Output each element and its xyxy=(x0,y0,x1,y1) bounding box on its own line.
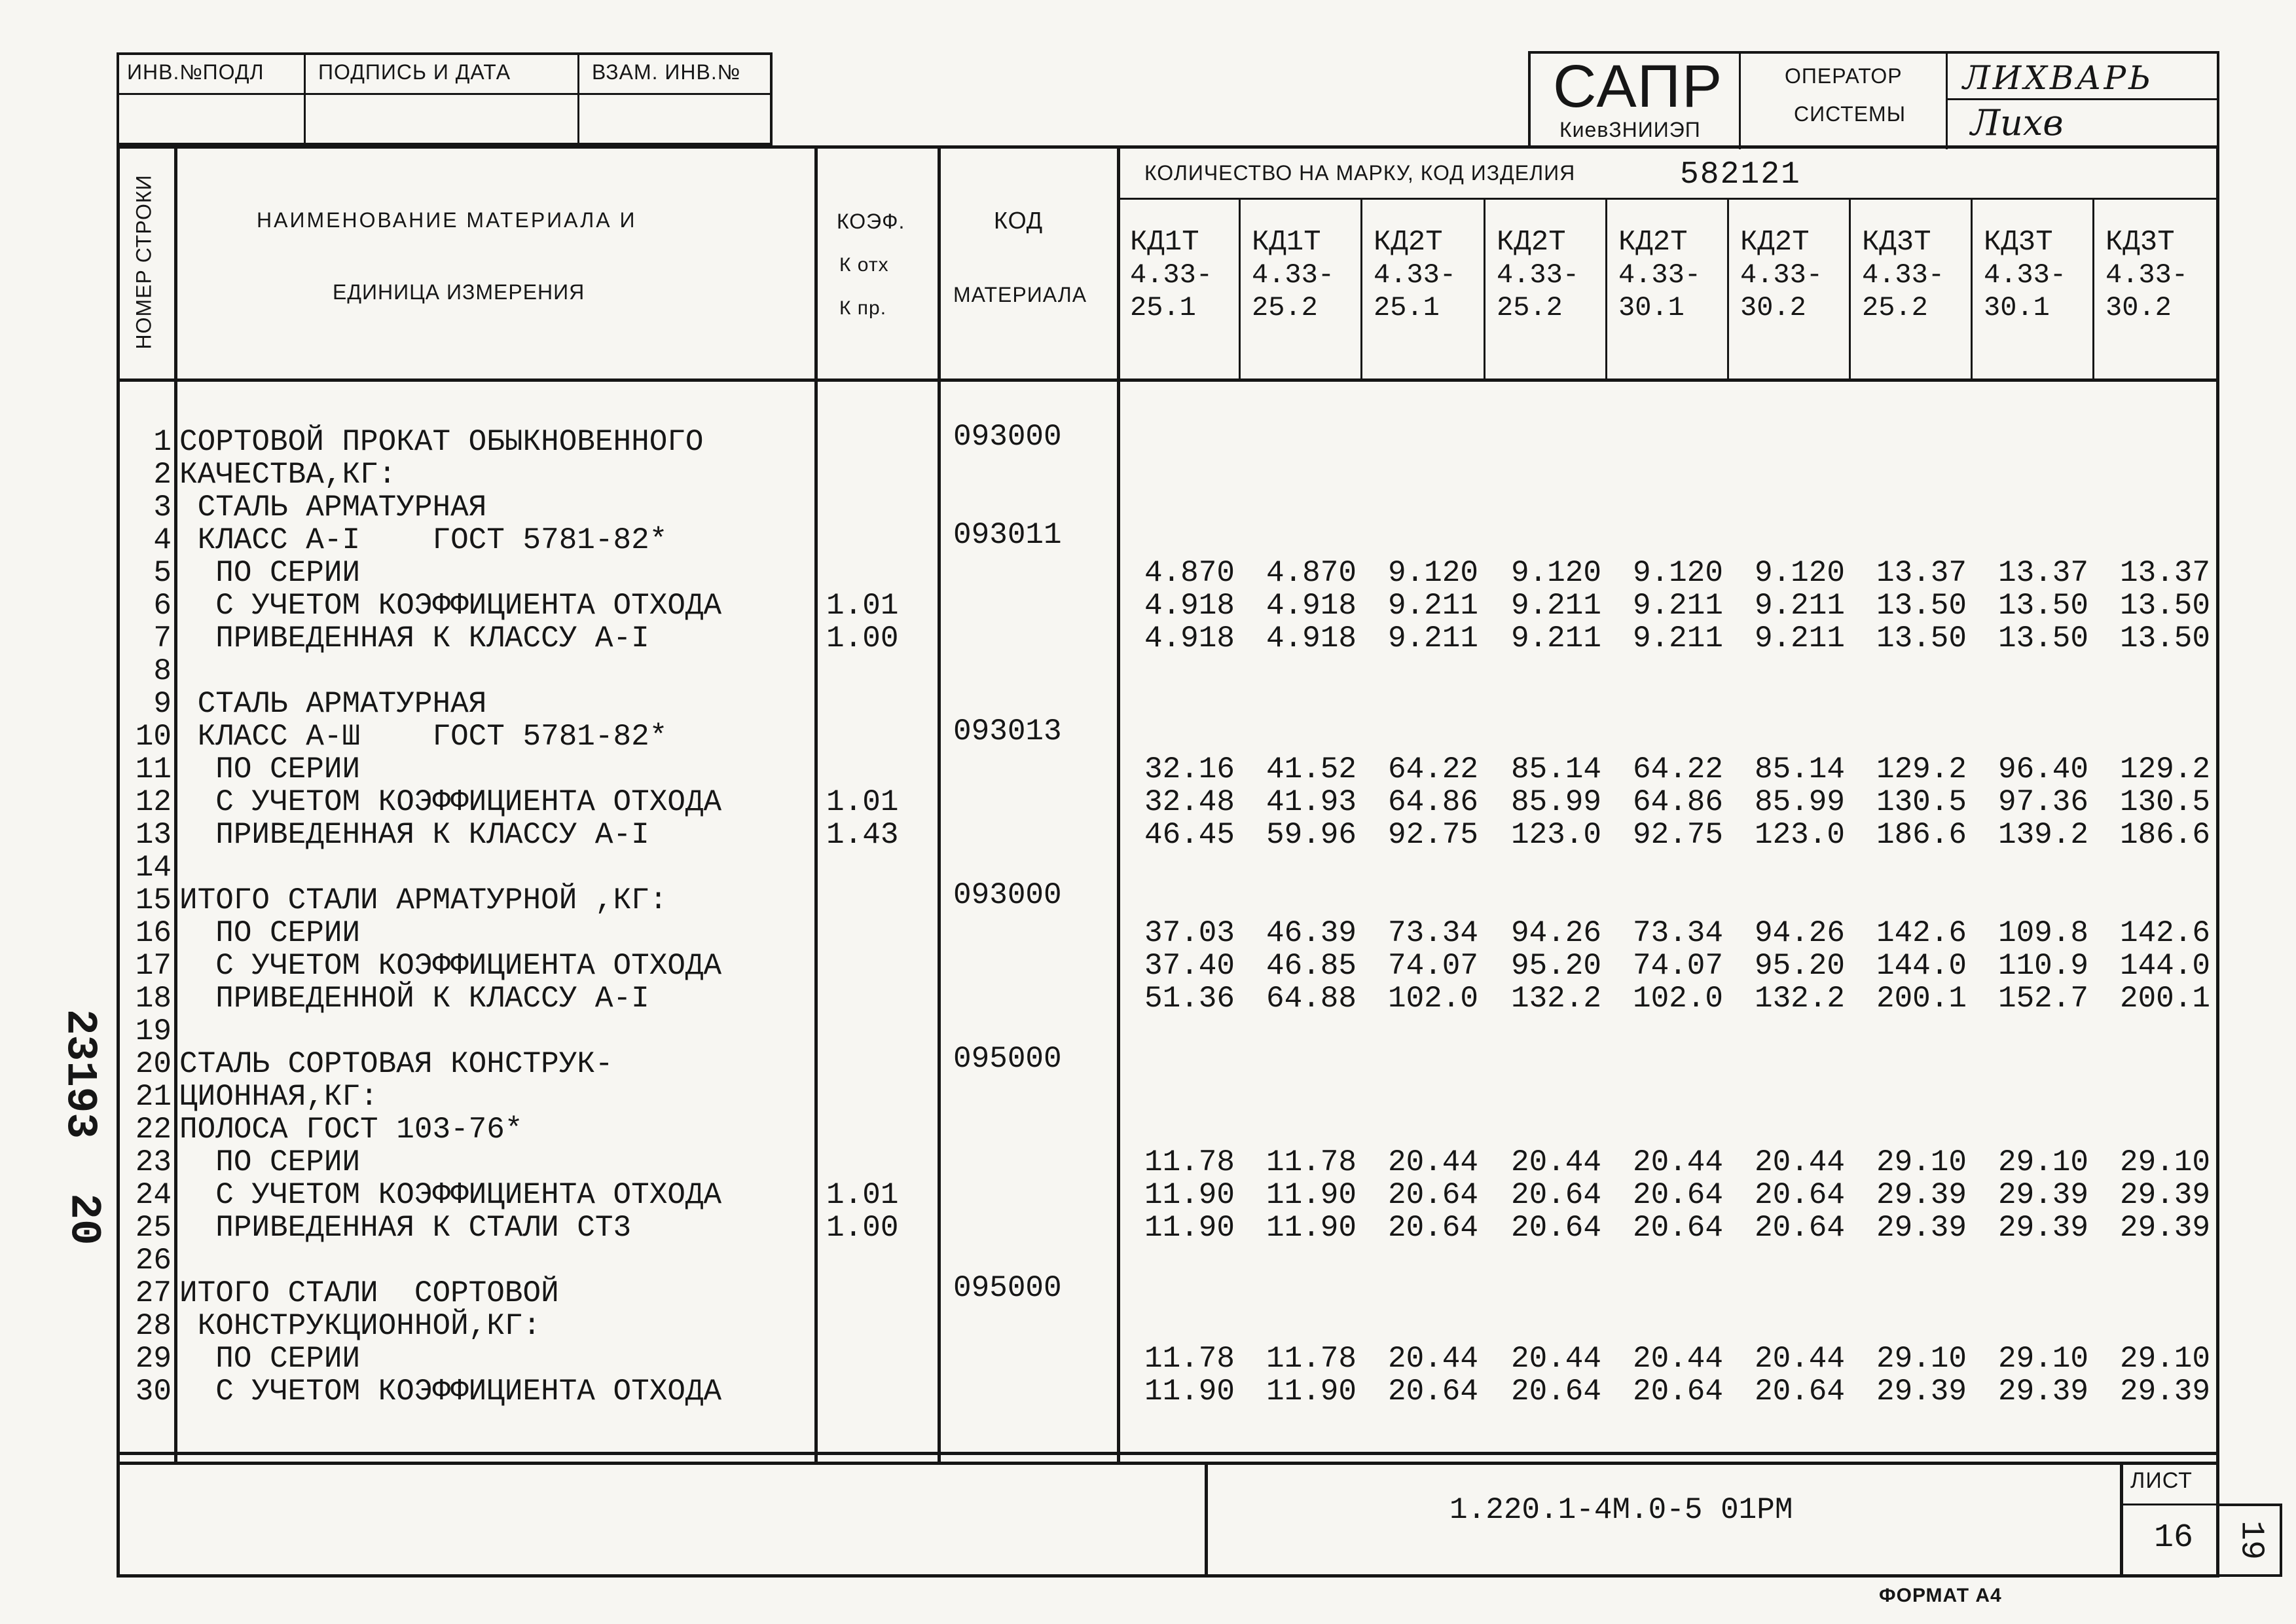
quantity-value: 20.64 xyxy=(1387,1178,1478,1212)
material-name: ПРИВЕДЕННАЯ К КЛАССУ А-I xyxy=(179,621,649,655)
quantity-value: 11.78 xyxy=(1266,1145,1357,1179)
material-name: СТАЛЬ АРМАТУРНАЯ xyxy=(179,687,487,721)
product-column-header: КД3Т xyxy=(1984,226,2053,259)
title-block xyxy=(1528,51,2219,147)
product-code: 582121 xyxy=(1680,157,1801,193)
quantity-value: 73.34 xyxy=(1632,916,1723,950)
product-column-header: 4.33- xyxy=(1497,259,1580,291)
coefficient: 1.01 xyxy=(826,1178,899,1212)
quantity-value: 64.86 xyxy=(1387,785,1478,819)
quantity-value: 32.16 xyxy=(1144,752,1235,786)
row-number: 3 xyxy=(153,490,172,525)
row-number: 26 xyxy=(135,1244,172,1278)
quantity-value: 20.64 xyxy=(1632,1375,1723,1409)
quantity-value: 94.26 xyxy=(1754,916,1845,950)
quantity-value: 4.918 xyxy=(1266,621,1357,655)
quantity-value: 9.120 xyxy=(1632,556,1723,590)
sapr-logo: САПР xyxy=(1553,53,1724,120)
product-column-header: КД1Т xyxy=(1252,226,1321,259)
quantity-header: КОЛИЧЕСТВО НА МАРКУ, КОД ИЗДЕЛИЯ xyxy=(1144,161,1576,185)
quantity-value: 4.870 xyxy=(1266,556,1357,590)
quantity-value: 46.45 xyxy=(1144,818,1235,852)
material-name: КАЧЕСТВА,КГ: xyxy=(179,458,397,492)
quantity-value: 132.2 xyxy=(1510,982,1601,1016)
coefficient: 1.00 xyxy=(826,621,899,655)
material-code: 093000 xyxy=(953,420,1062,454)
row-number: 24 xyxy=(135,1178,172,1212)
operator-label-2: СИСТЕМЫ xyxy=(1794,102,1906,126)
quantity-value: 29.10 xyxy=(2119,1145,2210,1179)
row-number: 2 xyxy=(153,458,172,492)
column-separator xyxy=(1605,198,1607,380)
row-number: 28 xyxy=(135,1309,172,1343)
row-number: 11 xyxy=(135,752,172,786)
material-name: ПРИВЕДЕННОЙ К КЛАССУ А-I xyxy=(179,982,649,1016)
quantity-value: 20.64 xyxy=(1510,1178,1601,1212)
quantity-value: 20.44 xyxy=(1632,1145,1723,1179)
row-number: 29 xyxy=(135,1342,172,1376)
quantity-value: 4.918 xyxy=(1144,589,1235,623)
row-number: 1 xyxy=(153,425,172,459)
quantity-value: 144.0 xyxy=(1876,949,1967,983)
row-number: 17 xyxy=(135,949,172,983)
quantity-value: 102.0 xyxy=(1632,982,1723,1016)
row-number-header: НОМЕР СТРОКИ xyxy=(132,174,156,350)
quantity-value: 51.36 xyxy=(1144,982,1235,1016)
row-number: 22 xyxy=(135,1113,172,1147)
quantity-value: 20.44 xyxy=(1754,1145,1845,1179)
column-separator xyxy=(2092,198,2094,380)
quantity-value: 144.0 xyxy=(2119,949,2210,983)
approval-stamp xyxy=(117,52,773,145)
quantity-value: 9.211 xyxy=(1754,589,1845,623)
quantity-value: 85.99 xyxy=(1510,785,1601,819)
product-column-header: КД2Т xyxy=(1618,226,1688,259)
quantity-value: 29.39 xyxy=(1997,1211,2088,1245)
row-number: 30 xyxy=(135,1375,172,1409)
quantity-value: 9.211 xyxy=(1632,589,1723,623)
quantity-value: 129.2 xyxy=(2119,752,2210,786)
product-column-header: 4.33- xyxy=(1618,259,1702,291)
quantity-value: 85.99 xyxy=(1754,785,1845,819)
product-column-header: КД2Т xyxy=(1740,226,1810,259)
quantity-value: 74.07 xyxy=(1387,949,1478,983)
quantity-value: 11.78 xyxy=(1144,1342,1235,1376)
page-corner-number: 19 xyxy=(2232,1520,2270,1560)
quantity-value: 64.88 xyxy=(1266,982,1357,1016)
quantity-value: 29.10 xyxy=(1876,1145,1967,1179)
material-name: ИТОГО СТАЛИ СОРТОВОЙ xyxy=(179,1276,559,1310)
column-separator xyxy=(1484,198,1485,380)
quantity-value: 96.40 xyxy=(1997,752,2088,786)
column-separator xyxy=(1360,198,1362,380)
quantity-value: 9.211 xyxy=(1387,621,1478,655)
material-code: 095000 xyxy=(953,1271,1062,1305)
quantity-value: 9.120 xyxy=(1387,556,1478,590)
row-number: 5 xyxy=(153,556,172,590)
material-name: ПРИВЕДЕННАЯ К КЛАССУ А-I xyxy=(179,818,649,852)
quantity-value: 11.78 xyxy=(1266,1342,1357,1376)
material-name: ПО СЕРИИ xyxy=(179,752,361,786)
quantity-value: 95.20 xyxy=(1510,949,1601,983)
quantity-value: 64.22 xyxy=(1632,752,1723,786)
material-name: ПО СЕРИИ xyxy=(179,1342,361,1376)
quantity-value: 97.36 xyxy=(1997,785,2088,819)
quantity-value: 29.39 xyxy=(1876,1211,1967,1245)
quantity-value: 20.44 xyxy=(1387,1145,1478,1179)
quantity-value: 9.211 xyxy=(1510,621,1601,655)
material-name: ПО СЕРИИ xyxy=(179,916,361,950)
quantity-value: 142.6 xyxy=(1876,916,1967,950)
quantity-value: 73.34 xyxy=(1387,916,1478,950)
coefficient: 1.00 xyxy=(826,1211,899,1245)
row-number: 4 xyxy=(153,523,172,557)
quantity-value: 11.90 xyxy=(1144,1211,1235,1245)
product-column-header: 30.1 xyxy=(1984,292,2050,323)
product-column-header: 30.2 xyxy=(1740,292,1806,323)
quantity-value: 110.9 xyxy=(1997,949,2088,983)
product-column-header: 4.33- xyxy=(1984,259,2067,291)
quantity-value: 20.64 xyxy=(1754,1211,1845,1245)
quantity-value: 9.211 xyxy=(1632,621,1723,655)
material-name: С УЧЕТОМ КОЭФФИЦИЕНТА ОТХОДА xyxy=(179,949,722,983)
quantity-value: 11.78 xyxy=(1144,1145,1235,1179)
material-name: С УЧЕТОМ КОЭФФИЦИЕНТА ОТХОДА xyxy=(179,785,722,819)
format-label: ФОРМАТ А4 xyxy=(1879,1585,2002,1606)
material-name: ПОЛОСА ГОСТ 103-76* xyxy=(179,1113,523,1147)
quantity-value: 186.6 xyxy=(2119,818,2210,852)
quantity-value: 29.39 xyxy=(1876,1375,1967,1409)
product-column-header: 25.2 xyxy=(1252,292,1318,323)
coef-pr-header: К пр. xyxy=(839,297,887,319)
product-column-header: КД2Т xyxy=(1497,226,1566,259)
quantity-value: 13.37 xyxy=(2119,556,2210,590)
material-name: КЛАСС А-I ГОСТ 5781-82* xyxy=(179,523,668,557)
material-name: СТАЛЬ АРМАТУРНАЯ xyxy=(179,490,487,525)
material-name: С УЧЕТОМ КОЭФФИЦИЕНТА ОТХОДА xyxy=(179,1375,722,1409)
product-column-header: 4.33- xyxy=(1252,259,1335,291)
quantity-value: 74.07 xyxy=(1632,949,1723,983)
quantity-value: 92.75 xyxy=(1387,818,1478,852)
material-name: СТАЛЬ СОРТОВАЯ КОНСТРУК- xyxy=(179,1047,613,1081)
quantity-value: 20.64 xyxy=(1387,1211,1478,1245)
quantity-value: 13.37 xyxy=(1876,556,1967,590)
material-name: СОРТОВОЙ ПРОКАТ ОБЫКНОВЕННОГО xyxy=(179,425,704,459)
code-header: КОД xyxy=(994,207,1044,234)
material-name: КОНСТРУКЦИОННОЙ,КГ: xyxy=(179,1309,541,1343)
product-column-header: КД1Т xyxy=(1130,226,1199,259)
sheet-number: 16 xyxy=(2154,1519,2194,1557)
material-name-header-2: ЕДИНИЦА ИЗМЕРЕНИЯ xyxy=(333,280,585,304)
quantity-value: 29.10 xyxy=(2119,1342,2210,1376)
quantity-value: 20.64 xyxy=(1387,1375,1478,1409)
inventory-number-mark: 23193 xyxy=(55,1008,105,1139)
quantity-value: 200.1 xyxy=(1876,982,1967,1016)
product-column-header: 4.33- xyxy=(1130,259,1213,291)
material-name: ЦИОННАЯ,КГ: xyxy=(179,1080,378,1114)
product-column-header: 4.33- xyxy=(2105,259,2189,291)
quantity-value: 64.86 xyxy=(1632,785,1723,819)
quantity-value: 20.64 xyxy=(1510,1375,1601,1409)
quantity-value: 13.50 xyxy=(1997,589,2088,623)
quantity-value: 11.90 xyxy=(1266,1375,1357,1409)
row-number: 8 xyxy=(153,654,172,688)
row-number: 19 xyxy=(135,1014,172,1048)
quantity-value: 20.44 xyxy=(1754,1342,1845,1376)
quantity-value: 9.120 xyxy=(1510,556,1601,590)
quantity-value: 29.39 xyxy=(2119,1375,2210,1409)
material-name-header-1: НАИМЕНОВАНИЕ МАТЕРИАЛА И xyxy=(257,208,637,232)
document-code: 1.220.1-4М.0-5 01РМ xyxy=(1449,1493,1793,1527)
row-number: 7 xyxy=(153,621,172,655)
inventory-sub-mark: 20 xyxy=(59,1193,109,1246)
material-code: 093000 xyxy=(953,878,1062,912)
quantity-value: 11.90 xyxy=(1144,1375,1235,1409)
quantity-value: 200.1 xyxy=(2119,982,2210,1016)
row-number: 12 xyxy=(135,785,172,819)
material-name: ПО СЕРИИ xyxy=(179,556,361,590)
quantity-value: 4.918 xyxy=(1266,589,1357,623)
quantity-value: 152.7 xyxy=(1997,982,2088,1016)
quantity-value: 29.39 xyxy=(1876,1178,1967,1212)
product-column-header: 25.1 xyxy=(1374,292,1440,323)
product-column-header: 25.1 xyxy=(1130,292,1196,323)
quantity-value: 46.39 xyxy=(1266,916,1357,950)
quantity-value: 123.0 xyxy=(1754,818,1845,852)
quantity-value: 11.90 xyxy=(1266,1211,1357,1245)
column-separator xyxy=(1971,198,1973,380)
quantity-value: 20.44 xyxy=(1632,1342,1723,1376)
quantity-value: 85.14 xyxy=(1510,752,1601,786)
quantity-value: 13.50 xyxy=(2119,621,2210,655)
row-number: 20 xyxy=(135,1047,172,1081)
product-column-header: КД2Т xyxy=(1374,226,1443,259)
coef-header: КОЭФ. xyxy=(837,210,905,233)
column-separator xyxy=(1239,198,1241,380)
quantity-value: 11.90 xyxy=(1144,1178,1235,1212)
quantity-value: 20.44 xyxy=(1387,1342,1478,1376)
quantity-value: 20.64 xyxy=(1632,1211,1723,1245)
institute-name: КиевЗНИИЭП xyxy=(1559,118,1701,141)
quantity-value: 29.10 xyxy=(1876,1342,1967,1376)
stamp-vzam-inv: ВЗАМ. ИНВ.№ xyxy=(592,60,741,84)
quantity-value: 92.75 xyxy=(1632,818,1723,852)
row-number: 10 xyxy=(135,720,172,754)
quantity-value: 13.50 xyxy=(2119,589,2210,623)
material-code: 093013 xyxy=(953,714,1062,748)
coefficient: 1.01 xyxy=(826,785,899,819)
quantity-value: 20.44 xyxy=(1510,1145,1601,1179)
row-number: 25 xyxy=(135,1211,172,1245)
coefficient: 1.01 xyxy=(826,589,899,623)
row-number: 9 xyxy=(153,687,172,721)
row-number: 23 xyxy=(135,1145,172,1179)
product-column-header: 30.2 xyxy=(2105,292,2172,323)
quantity-value: 4.918 xyxy=(1144,621,1235,655)
quantity-value: 41.93 xyxy=(1266,785,1357,819)
row-number: 15 xyxy=(135,883,172,917)
quantity-value: 20.64 xyxy=(1754,1178,1845,1212)
material-name: КЛАСС А-Ш ГОСТ 5781-82* xyxy=(179,720,668,754)
row-number: 21 xyxy=(135,1080,172,1114)
code-header-2: МАТЕРИАЛА xyxy=(953,283,1087,306)
quantity-value: 20.64 xyxy=(1754,1375,1845,1409)
quantity-value: 142.6 xyxy=(2119,916,2210,950)
row-number: 16 xyxy=(135,916,172,950)
product-column-header: КД3Т xyxy=(1862,226,1931,259)
column-separator xyxy=(1849,198,1851,380)
row-number: 14 xyxy=(135,851,172,885)
product-column-header: 4.33- xyxy=(1862,259,1945,291)
material-name: ПРИВЕДЕННАЯ К СТАЛИ СТ3 xyxy=(179,1211,632,1245)
operator-label-1: ОПЕРАТОР xyxy=(1785,64,1903,88)
material-name: С УЧЕТОМ КОЭФФИЦИЕНТА ОТХОДА xyxy=(179,589,722,623)
product-column-header: 30.1 xyxy=(1618,292,1685,323)
quantity-value: 59.96 xyxy=(1266,818,1357,852)
quantity-value: 29.10 xyxy=(1997,1145,2088,1179)
stamp-sign-date: ПОДПИСЬ И ДАТА xyxy=(318,60,511,84)
quantity-value: 32.48 xyxy=(1144,785,1235,819)
stamp-inv-podl: ИНВ.№ПОДЛ xyxy=(127,60,264,84)
quantity-value: 46.85 xyxy=(1266,949,1357,983)
quantity-value: 102.0 xyxy=(1387,982,1478,1016)
product-column-header: 25.2 xyxy=(1862,292,1928,323)
quantity-value: 129.2 xyxy=(1876,752,1967,786)
row-number: 27 xyxy=(135,1276,172,1310)
material-name: ИТОГО СТАЛИ АРМАТУРНОЙ ,КГ: xyxy=(179,883,668,917)
coef-otx-header: К отх xyxy=(839,254,889,276)
operator-signature: Лихв xyxy=(1971,102,2064,143)
quantity-value: 9.211 xyxy=(1510,589,1601,623)
row-number: 18 xyxy=(135,982,172,1016)
quantity-value: 29.39 xyxy=(1997,1178,2088,1212)
quantity-value: 29.39 xyxy=(2119,1211,2210,1245)
row-number: 6 xyxy=(153,589,172,623)
quantity-value: 64.22 xyxy=(1387,752,1478,786)
quantity-value: 20.64 xyxy=(1510,1211,1601,1245)
quantity-value: 20.44 xyxy=(1510,1342,1601,1376)
quantity-value: 9.120 xyxy=(1754,556,1845,590)
material-code: 093011 xyxy=(953,518,1062,552)
quantity-value: 132.2 xyxy=(1754,982,1845,1016)
quantity-value: 29.39 xyxy=(1997,1375,2088,1409)
product-column-header: 4.33- xyxy=(1374,259,1457,291)
quantity-value: 130.5 xyxy=(2119,785,2210,819)
coefficient: 1.43 xyxy=(826,818,899,852)
operator-name: ЛИХВАРЬ xyxy=(1963,59,2153,97)
quantity-value: 13.37 xyxy=(1997,556,2088,590)
quantity-value: 37.40 xyxy=(1144,949,1235,983)
product-column-header: 25.2 xyxy=(1497,292,1563,323)
quantity-value: 139.2 xyxy=(1997,818,2088,852)
quantity-value: 186.6 xyxy=(1876,818,1967,852)
product-column-header: КД3Т xyxy=(2105,226,2175,259)
quantity-value: 4.870 xyxy=(1144,556,1235,590)
quantity-value: 13.50 xyxy=(1997,621,2088,655)
quantity-value: 9.211 xyxy=(1754,621,1845,655)
quantity-value: 130.5 xyxy=(1876,785,1967,819)
column-separator xyxy=(1727,198,1729,380)
quantity-value: 20.64 xyxy=(1632,1178,1723,1212)
quantity-value: 85.14 xyxy=(1754,752,1845,786)
row-number: 13 xyxy=(135,818,172,852)
material-code: 095000 xyxy=(953,1042,1062,1076)
quantity-value: 95.20 xyxy=(1754,949,1845,983)
quantity-value: 29.10 xyxy=(1997,1342,2088,1376)
quantity-value: 9.211 xyxy=(1387,589,1478,623)
quantity-value: 94.26 xyxy=(1510,916,1601,950)
material-name: С УЧЕТОМ КОЭФФИЦИЕНТА ОТХОДА xyxy=(179,1178,722,1212)
quantity-value: 11.90 xyxy=(1266,1178,1357,1212)
quantity-value: 37.03 xyxy=(1144,916,1235,950)
quantity-value: 13.50 xyxy=(1876,589,1967,623)
quantity-value: 29.39 xyxy=(2119,1178,2210,1212)
quantity-value: 41.52 xyxy=(1266,752,1357,786)
quantity-value: 123.0 xyxy=(1510,818,1601,852)
quantity-value: 13.50 xyxy=(1876,621,1967,655)
product-column-header: 4.33- xyxy=(1740,259,1823,291)
material-name: ПО СЕРИИ xyxy=(179,1145,361,1179)
quantity-value: 109.8 xyxy=(1997,916,2088,950)
sheet-label: ЛИСТ xyxy=(2130,1468,2193,1493)
